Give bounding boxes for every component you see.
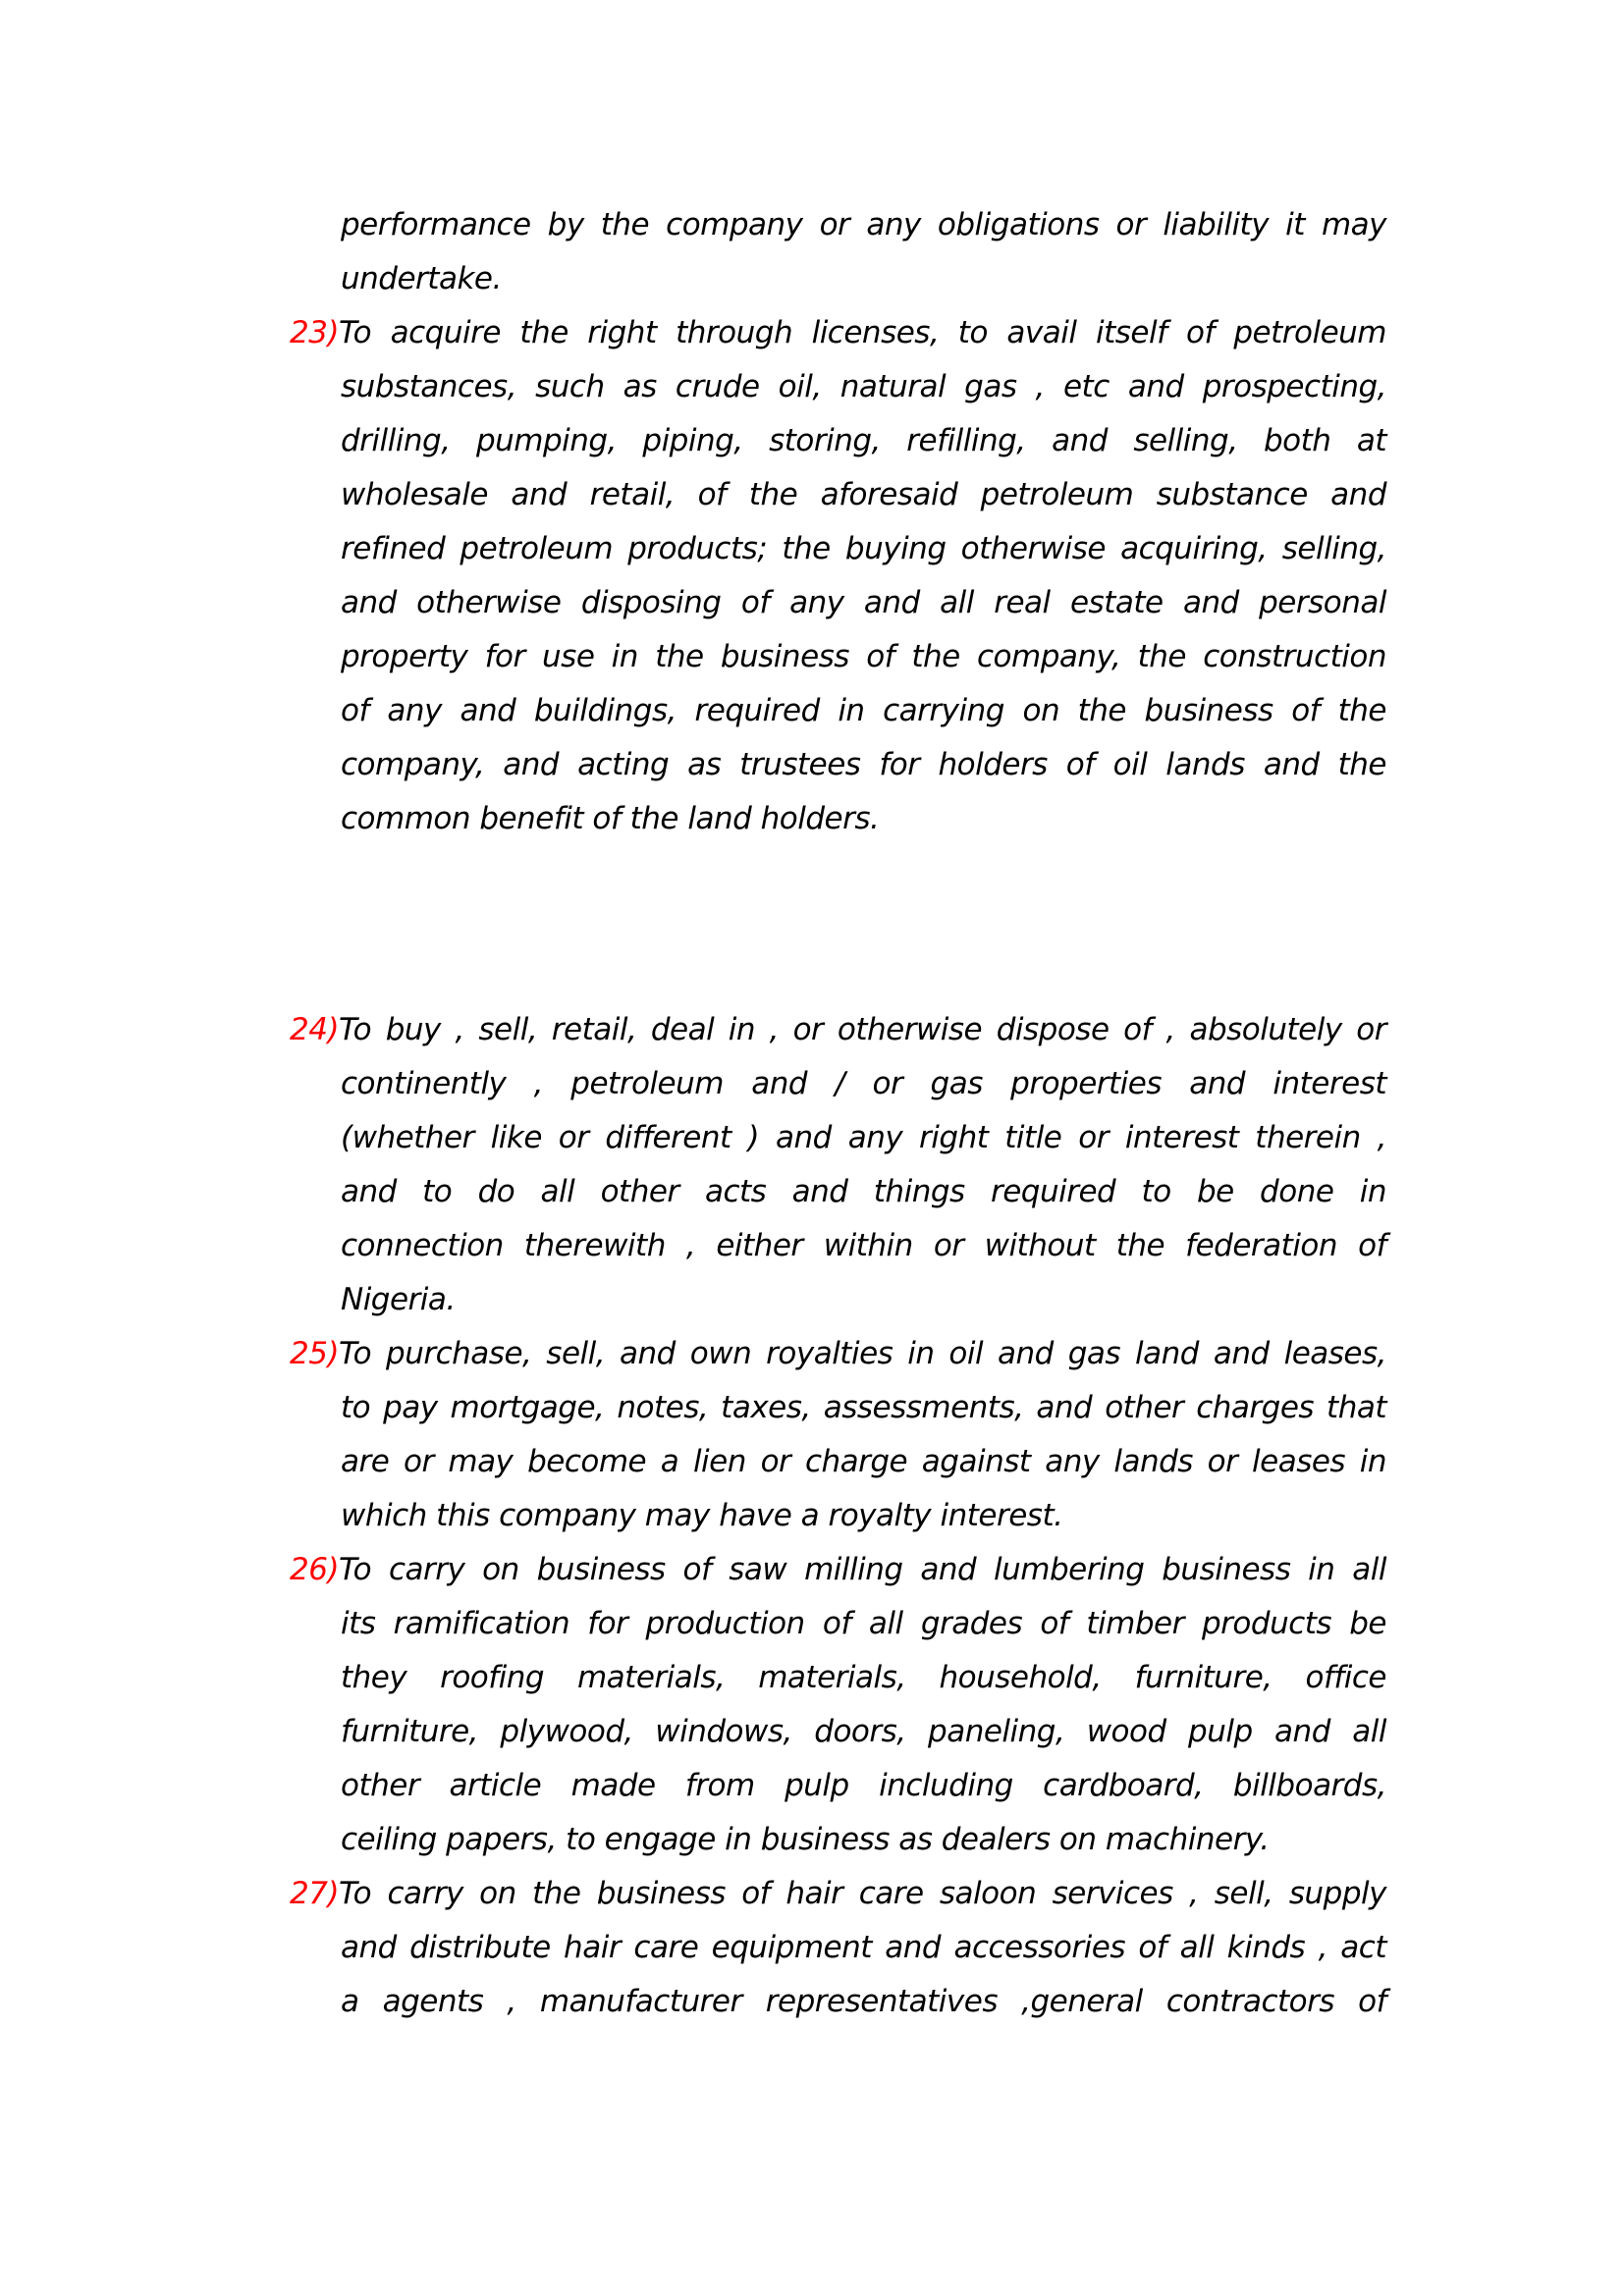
clause-25 [290,1327,1386,1543]
clause-line-text: To carry on the business of hair care saloon services , sell, supply [339,1876,1386,1911]
clause-line [341,1597,1386,1651]
clause-line-text: substances, such as crude oil, natural gas , etc and prospecting, [341,369,1386,404]
clause-line-text: connection therewith , either within or without the federation of [341,1228,1386,1263]
clause-line-text: and to do all other acts and things required to be done in [341,1174,1386,1209]
clause-line [341,1219,1386,1273]
clause-line [290,1327,1386,1381]
clause-line-text: company, and acting as trustees for holders of oil lands and the [341,747,1386,782]
clause-line [341,198,1386,252]
clause-line [341,1435,1386,1489]
clause-number: 24) [290,1012,340,1047]
clause-line [341,630,1386,684]
clause-line [290,306,1386,360]
clause-line [341,1381,1386,1435]
clause-line [341,1165,1386,1219]
clause-line [341,1813,1386,1867]
clause-line-text: (whether like or different ) and any right title or interest therein , [341,1120,1386,1155]
clause-line [341,1759,1386,1813]
clause-line [341,468,1386,522]
clause-line-text: performance by the company or any obligations or liability it may [341,207,1386,242]
clause-line [341,414,1386,468]
clause-line-text: they roofing materials, materials, household, furniture, office [341,1660,1386,1695]
clause-line-text: To buy , sell, retail, deal in , or otherwise dispose of , absolutely or [339,1012,1386,1047]
clause-line [341,1705,1386,1759]
clause-number: 26) [290,1552,340,1587]
clause-line [341,1057,1386,1111]
clause-number: 27) [290,1876,340,1911]
clause-line [341,576,1386,630]
clause-line-text: to pay mortgage, notes, taxes, assessments, and other charges that [341,1390,1386,1425]
clause-number: 23) [290,315,340,350]
clause-line [341,1273,1386,1327]
clause-line-text: To carry on business of saw milling and lumbering business in all [339,1552,1386,1587]
clause-23 [290,306,1386,846]
clause-line-text: drilling, pumping, piping, storing, refilling, and selling, both at [341,423,1386,458]
clause-line-text: common benefit of the land holders. [341,801,880,836]
clause-line [341,360,1386,414]
clause-line-text: property for use in the business of the company, the construction [341,639,1386,674]
paragraph-gap [290,846,1386,1003]
clause-line-text: a agents , manufacturer representatives ,general contractors of [341,1984,1386,2019]
clause-line [341,738,1386,792]
clause-line-text: continently , petroleum and / or gas properties and interest [341,1066,1386,1101]
clause-line-text: and otherwise disposing of any and all real estate and personal [341,585,1386,620]
clause-26 [290,1543,1386,1867]
clause-line-text: wholesale and retail, of the aforesaid petroleum substance and [341,477,1386,512]
clause-line [290,1543,1386,1597]
clause-line-text: undertake. [341,261,502,296]
clause-line [341,1975,1386,2029]
clause-line-text: ceiling papers, to engage in business as dealers on machinery. [341,1822,1270,1857]
clause-line-text: To acquire the right through licenses, to avail itself of petroleum [339,315,1386,350]
clause-24 [290,1003,1386,1327]
clause-line [341,522,1386,576]
clause-line-text: To purchase, sell, and own royalties in oil and gas land and leases, [339,1336,1386,1371]
clause-line [341,1651,1386,1705]
clause-line [341,684,1386,738]
clause-27 [290,1867,1386,2029]
clause-line-text: which this company may have a royalty interest. [341,1498,1063,1533]
document-body [290,198,1386,2029]
clause-line [341,1111,1386,1165]
clause-line-text: its ramification for production of all grades of timber products be [341,1606,1386,1641]
clause-line-text: and distribute hair care equipment and accessories of all kinds , act [341,1930,1386,1965]
clause-continuation [290,198,1386,306]
clause-line [290,1867,1386,1921]
clause-line-text: furniture, plywood, windows, doors, paneling, wood pulp and all [341,1714,1386,1749]
clause-line [341,252,1386,306]
clause-line [341,1921,1386,1975]
clause-number: 25) [290,1336,340,1371]
clause-line [341,1489,1386,1543]
clause-line-text: of any and buildings, required in carrying on the business of the [341,693,1386,728]
clause-line-text: are or may become a lien or charge against any lands or leases in [341,1444,1386,1479]
clause-line-text: refined petroleum products; the buying otherwise acquiring, selling, [341,531,1386,566]
clause-line-text: other article made from pulp including cardboard, billboards, [341,1768,1386,1803]
clause-line [341,792,1386,846]
clause-line-text: Nigeria. [341,1282,456,1317]
clause-line [290,1003,1386,1057]
